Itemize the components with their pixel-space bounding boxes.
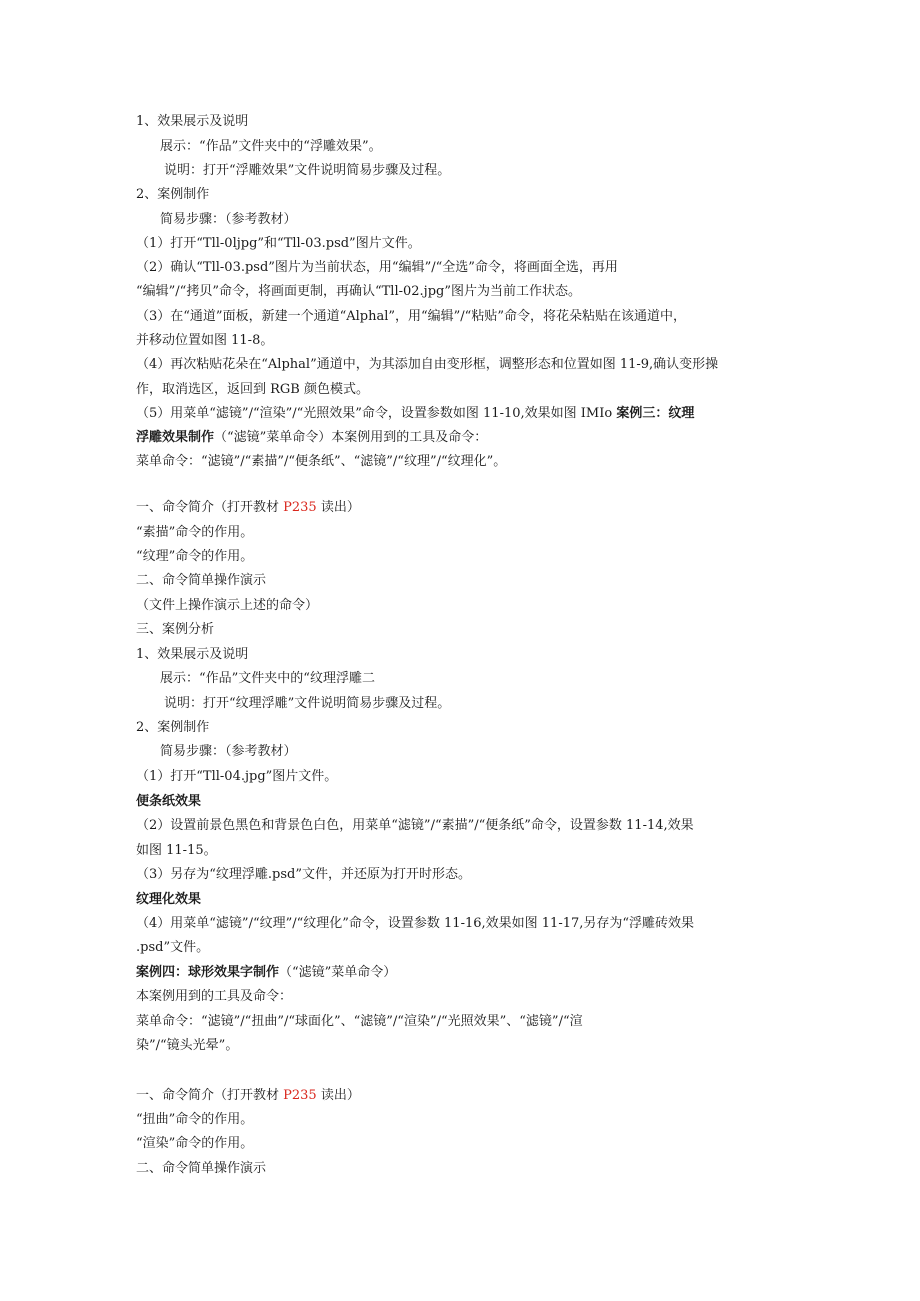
text-line: （4）用菜单“滤镜”/“纹理”/“纹理化”命令，设置参数 11-16,效果如图 11-17,另存为“浮雕砖效果 (136, 916, 695, 931)
section-heading: 2、案例制作 (136, 720, 210, 735)
page-reference: P235 (283, 1088, 317, 1103)
text-line: 展示：“作品”文件夹中的“纹理浮雕二 (160, 671, 375, 686)
subsection-heading: 便条纸效果 (136, 794, 202, 809)
text-line: 简易步骤：（参考教材） (160, 744, 297, 759)
section-heading: 二、命令简单操作演示 (136, 573, 267, 588)
section-heading (136, 1086, 360, 1106)
text-line: “纹理”命令的作用。 (136, 549, 254, 564)
text-line (136, 963, 396, 983)
text-line: 作，取消选区，返回到 RGB 颜色模式。 (136, 382, 369, 397)
case-title: 案例四：球形效果字制作 (136, 965, 280, 980)
text-line: 菜单命令：“滤镜”/“扭曲”/“球面化”、“滤镜”/“渲染”/“光照效果”、“滤镜”/“渲 (136, 1014, 583, 1029)
text-line: 说明：打开“浮雕效果”文件说明简易步骤及过程。 (164, 163, 451, 178)
text-line: “素描”命令的作用。 (136, 525, 254, 540)
text-line: 说明：打开“纹理浮雕”文件说明简易步骤及过程。 (164, 696, 451, 711)
text-line: （2）确认“Tll-03.psd”图片为当前状态，用“编辑”/“全选”命令，将画面全选，再用 (136, 260, 618, 275)
text-span: （5）用菜单“滤镜”/“渲染”/“光照效果”命令，设置参数如图 11-10,效果如图 IMIo (136, 406, 617, 421)
text-span: （“滤镜”菜单命令） (279, 965, 397, 980)
section-heading: 2、案例制作 (136, 187, 210, 202)
text-line: “渲染”命令的作用。 (136, 1136, 254, 1151)
text-line: 简易步骤：（参考教材） (160, 212, 297, 227)
text-span: （“滤镜”菜单命令）本案例用到的工具及命令： (214, 430, 488, 445)
section-heading: 二、命令简单操作演示 (136, 1161, 267, 1176)
text-line: “扭曲”命令的作用。 (136, 1112, 254, 1127)
case-title: 浮雕效果制作 (136, 430, 215, 445)
text-line: （文件上操作演示上述的命令） (136, 598, 319, 613)
text-line: 菜单命令：“滤镜”/“素描”/“便条纸”、“滤镜”/“纹理”/“纹理化”。 (136, 454, 507, 469)
text-line: （1）打开“Tll-0ljpg”和“Tll-03.psd”图片文件。 (136, 236, 421, 251)
section-heading: 三、案例分析 (136, 622, 215, 637)
text-line: 本案例用到的工具及命令： (136, 989, 293, 1004)
text-line: （3）在“通道”面板，新建一个通道“Alphal”，用“编辑”/“粘贴”命令，将花朵粘贴在该通道中， (136, 309, 686, 324)
text-span: 读出） (316, 500, 360, 515)
section-heading: 1、效果展示及说明 (136, 647, 249, 662)
text-line: “编辑”/“拷贝”命令，将画面更制，再确认“Tll-02.jpg”图片为当前工作状态。 (136, 284, 581, 299)
text-line: 并移动位置如图 11-8。 (136, 333, 274, 348)
text-span: 一、命令简介（打开教材 (136, 1088, 284, 1103)
page-reference: P235 (283, 500, 317, 515)
case-title: 案例三：纹理 (616, 406, 695, 421)
text-line: .psd”文件。 (136, 940, 210, 955)
text-line: （1）打开“Tll-04.jpg”图片文件。 (136, 769, 338, 784)
text-line (136, 428, 487, 448)
subsection-heading: 纹理化效果 (136, 892, 202, 907)
text-line: 展示：“作品”文件夹中的“浮雕效果”。 (160, 139, 382, 154)
text-line: （2）设置前景色黑色和背景色白色，用菜单“滤镜”/“素描”/“便条纸”命令，设置参数 11-14,效果 (136, 818, 694, 833)
text-span: 一、命令简介（打开教材 (136, 500, 284, 515)
text-line: 如图 11-15。 (136, 843, 217, 858)
text-line: （3）另存为“纹理浮雕.psd”文件，并还原为打开时形态。 (136, 867, 472, 882)
text-line (136, 404, 694, 424)
text-line: 染”/“镜头光晕”。 (136, 1038, 239, 1053)
text-line: （4）再次粘贴花朵在“Alphal”通道中，为其添加自由变形框，调整形态和位置如图 11-9,确认变形操 (136, 357, 719, 372)
section-heading: 1、效果展示及说明 (136, 114, 249, 129)
text-span: 读出） (316, 1088, 360, 1103)
section-heading (136, 498, 360, 518)
